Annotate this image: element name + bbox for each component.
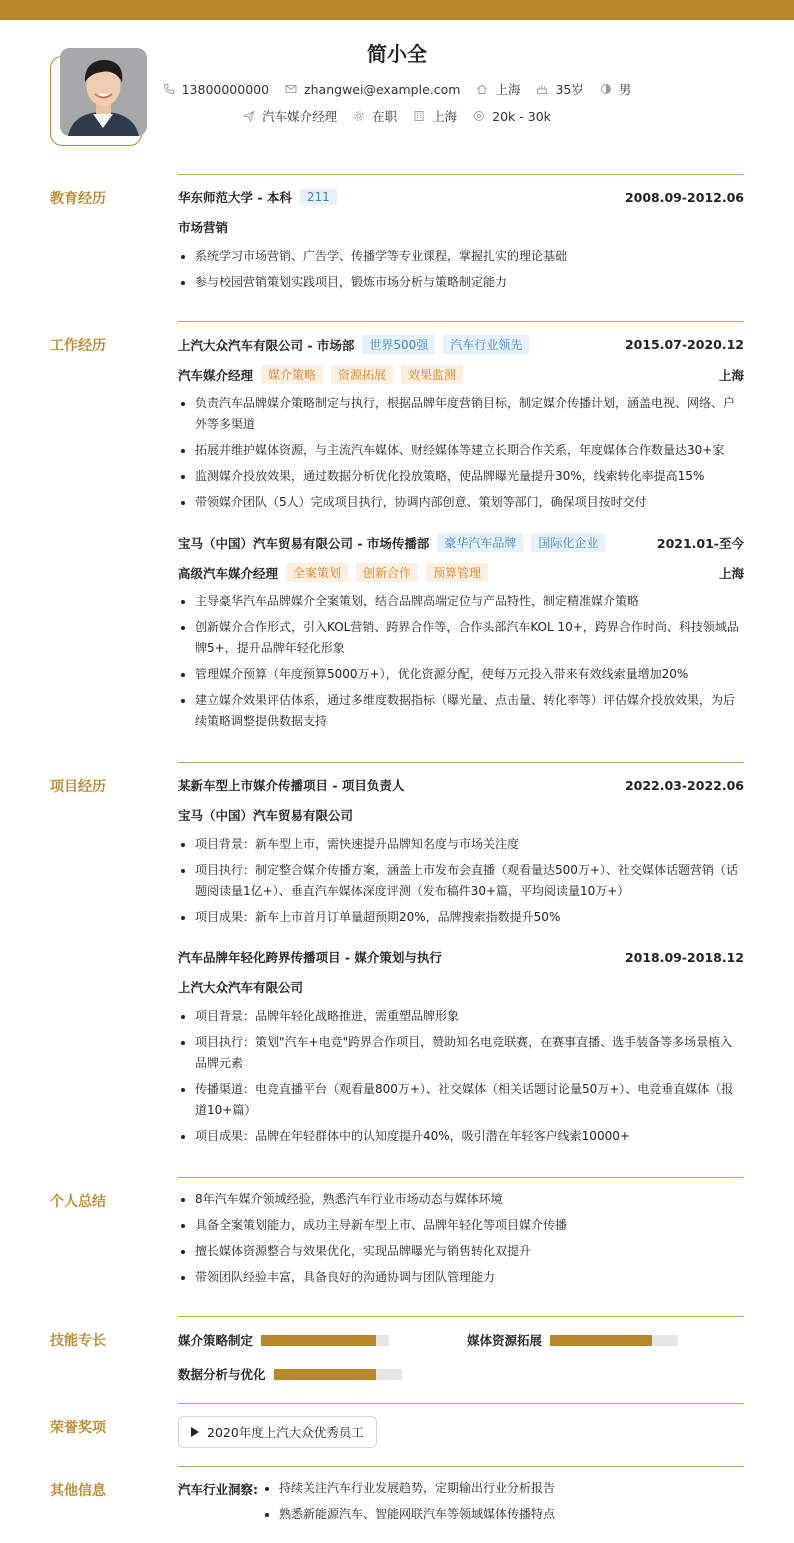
building-icon — [413, 110, 425, 122]
project-title: 某新车型上市媒介传播项目 - 项目负责人 — [178, 778, 405, 793]
work-date: 2015.07-2020.12 — [624, 337, 744, 352]
divider — [178, 1466, 744, 1467]
list-item: 带领团队经验丰富，具备良好的沟通协调与团队管理能力 — [178, 1267, 744, 1288]
position-item — [243, 107, 337, 125]
section-title-projects: 项目经历 — [50, 779, 106, 795]
project-bullets — [178, 834, 744, 933]
role-tag: 媒介策略 — [261, 365, 323, 384]
company-tag: 汽车行业领先 — [443, 335, 529, 354]
list-item: 具备全案策划能力，成功主导新车型上市、品牌年轻化等项目媒介传播 — [178, 1215, 744, 1236]
honor-item[interactable] — [178, 1416, 377, 1448]
section-title-honors: 荣誉奖项 — [50, 1420, 106, 1436]
gender-item — [600, 80, 632, 98]
home-icon — [476, 83, 488, 95]
company-tag: 国际化企业 — [531, 533, 605, 552]
divider — [178, 1316, 744, 1317]
honor-text: 2020年度上汽大众优秀员工 — [207, 1425, 364, 1440]
list-item: 持续关注汽车行业发展趋势，定期输出行业分析报告 — [262, 1478, 744, 1499]
company-tag: 世界500强 — [362, 335, 435, 354]
work-bullets — [178, 591, 744, 737]
section-title-work: 工作经历 — [50, 338, 106, 354]
skill-bar-fill — [274, 1369, 376, 1380]
skill-bar-fill — [261, 1335, 376, 1346]
money-icon — [473, 110, 485, 122]
email-text: zhangwei@example.com — [304, 81, 461, 97]
list-item: 项目成果：新车上市首月订单量超预期20%，品牌搜索指数提升50% — [178, 907, 744, 928]
education-date: 2008.09-2012.06 — [624, 189, 744, 205]
project-company: 宝马（中国）汽车贸易有限公司 — [178, 808, 354, 823]
project-date: 2022.03-2022.06 — [624, 777, 744, 793]
education-major-row — [178, 218, 744, 236]
divider — [178, 1403, 744, 1404]
role-tag: 预算管理 — [426, 563, 488, 582]
status-item — [353, 107, 397, 125]
city-item — [476, 80, 520, 98]
role-tag: 效果监测 — [401, 365, 463, 384]
work-location: 上海 — [718, 367, 744, 383]
status-text: 在职 — [372, 109, 398, 124]
work-role-row — [178, 563, 744, 582]
project-header — [178, 776, 744, 794]
work-location: 上海 — [718, 565, 744, 581]
job-role: 汽车媒介经理 — [178, 367, 254, 383]
other-bullets — [262, 1478, 744, 1530]
phone-icon — [163, 83, 175, 95]
project-company: 上汽大众汽车有限公司 — [178, 980, 304, 995]
list-item: 项目背景：新车型上市，需快速提升品牌知名度与市场关注度 — [178, 834, 744, 855]
skill-bar — [261, 1335, 389, 1346]
gender-text: 男 — [618, 82, 632, 97]
mail-icon — [285, 83, 297, 95]
work-date: 2021.01-至今 — [656, 535, 744, 551]
gear-icon — [353, 110, 365, 122]
list-item: 项目执行：制定整合媒介传播方案，涵盖上市发布会直播（观看量达500万+）、社交媒体话题营销（话题阅读量1亿+）、垂直汽车媒体深度评测（发布稿件30+篇，平均阅读量10万+） — [178, 860, 744, 902]
skill-name: 媒体资源拓展 — [467, 1333, 543, 1348]
phone-text: 13800000000 — [181, 81, 270, 97]
list-item: 负责汽车品牌媒介策略制定与执行，根据品牌年度营销目标，制定媒介传播计划，涵盖电视、网络、户外等多渠道 — [178, 393, 744, 435]
top-accent-bar — [0, 0, 794, 20]
role-tag: 资源拓展 — [331, 365, 393, 384]
skill-item — [178, 1331, 389, 1349]
gender-icon — [600, 83, 612, 95]
position-text: 汽车媒介经理 — [262, 109, 338, 124]
project-company-row — [178, 978, 744, 996]
city-text: 上海 — [495, 82, 521, 97]
project-date: 2018.09-2018.12 — [624, 949, 744, 965]
section-title-other: 其他信息 — [50, 1483, 106, 1499]
list-item: 参与校园营销策划实践项目，锻炼市场分析与策略制定能力 — [178, 272, 744, 293]
project-company-row — [178, 806, 744, 824]
list-item: 传播渠道：电竞直播平台（观看量800万+）、社交媒体（相关话题讨论量50万+）、电竞垂直媒体（报道10+篇） — [178, 1079, 744, 1121]
school-name: 华东师范大学 - 本科 — [178, 190, 292, 205]
list-item: 系统学习市场营销、广告学、传播学等专业课程，掌握扎实的理论基础 — [178, 246, 744, 267]
role-tag: 全案策划 — [286, 563, 348, 582]
salary-text: 20k - 30k — [492, 108, 551, 124]
section-title-skills: 技能专长 — [50, 1333, 106, 1349]
summary-bullets — [178, 1189, 744, 1293]
list-item: 建立媒介效果评估体系，通过多维度数据指标（曝光量、点击量、转化率等）评估媒介投放效果，为后续策略调整提供数据支持 — [178, 690, 744, 732]
skill-name: 数据分析与优化 — [178, 1367, 266, 1382]
target-city-item — [413, 107, 457, 125]
project-header — [178, 948, 744, 966]
list-item: 擅长媒体资源整合与效果优化，实现品牌曝光与销售转化双提升 — [178, 1241, 744, 1262]
school-tag: 211 — [300, 189, 337, 205]
email-item — [285, 82, 460, 97]
target-city-text: 上海 — [432, 109, 458, 124]
skill-item — [178, 1365, 402, 1383]
phone-item — [163, 82, 269, 97]
skill-name: 媒介策略制定 — [178, 1333, 254, 1348]
list-item: 监测媒介投放效果，通过数据分析优化投放策略，使品牌曝光量提升30%，线索转化率提高15% — [178, 466, 744, 487]
role-tag: 创新合作 — [356, 563, 418, 582]
divider — [178, 762, 744, 763]
major: 市场营销 — [178, 220, 229, 235]
candidate-name: 简小全 — [367, 42, 427, 66]
company-name: 上汽大众汽车有限公司 - 市场部 — [178, 337, 355, 353]
contact-row — [0, 80, 794, 98]
age-item — [536, 80, 583, 98]
send-icon — [243, 110, 255, 122]
skill-bar — [274, 1369, 402, 1380]
list-item: 项目执行：策划"汽车+电竞"跨界合作项目，赞助知名电竞联赛，在赛事直播、选手装备等多场景植入品牌元素 — [178, 1032, 744, 1074]
list-item: 项目背景：品牌年轻化战略推进，需重塑品牌形象 — [178, 1006, 744, 1027]
divider — [178, 321, 744, 322]
project-title: 汽车品牌年轻化跨界传播项目 - 媒介策划与执行 — [178, 950, 442, 965]
list-item: 拓展并维护媒体资源，与主流汽车媒体、财经媒体等建立长期合作关系，年度媒体合作数量达30+家 — [178, 440, 744, 461]
company-name: 宝马（中国）汽车贸易有限公司 - 市场传播部 — [178, 535, 430, 551]
work-bullets — [178, 393, 744, 518]
list-item: 项目成果：品牌在年轻群体中的认知度提升40%，吸引潜在年轻客户线索10000+ — [178, 1126, 744, 1147]
list-item: 创新媒介合作形式，引入KOL营销、跨界合作等，合作头部汽车KOL 10+，跨界合作时尚、科技领域品牌5+，提升品牌年轻化形象 — [178, 617, 744, 659]
salary-item — [473, 109, 551, 124]
skill-item — [467, 1331, 678, 1349]
work-header — [178, 335, 744, 354]
work-header — [178, 533, 744, 552]
list-item: 带领媒介团队（5人）完成项目执行，协调内部创意、策划等部门，确保项目按时交付 — [178, 492, 744, 513]
skill-bar — [550, 1335, 678, 1346]
section-title-education: 教育经历 — [50, 191, 106, 207]
age-text: 35岁 — [555, 82, 584, 97]
cake-icon — [536, 83, 548, 95]
list-item: 主导豪华汽车品牌媒介全案策划，结合品牌高端定位与产品特性，制定精准媒介策略 — [178, 591, 744, 612]
job-intent-row — [0, 107, 794, 125]
other-label: 汽车行业洞察: — [178, 1482, 258, 1497]
list-item: 熟悉新能源汽车、智能网联汽车等领域媒体传播特点 — [262, 1504, 744, 1525]
divider — [178, 1177, 744, 1178]
project-bullets — [178, 1006, 744, 1152]
caret-right-icon — [191, 1427, 199, 1437]
company-tag: 豪华汽车品牌 — [437, 533, 523, 552]
job-role: 高级汽车媒介经理 — [178, 565, 279, 581]
section-title-summary: 个人总结 — [50, 1194, 106, 1210]
education-bullets — [178, 246, 744, 298]
divider — [178, 174, 744, 175]
list-item: 8年汽车媒介领域经验，熟悉汽车行业市场动态与媒体环境 — [178, 1189, 744, 1210]
work-role-row — [178, 365, 744, 384]
list-item: 管理媒介预算（年度预算5000万+），优化资源分配，使每万元投入带来有效线索量增加20% — [178, 664, 744, 685]
skill-bar-fill — [550, 1335, 652, 1346]
education-header — [178, 188, 744, 206]
